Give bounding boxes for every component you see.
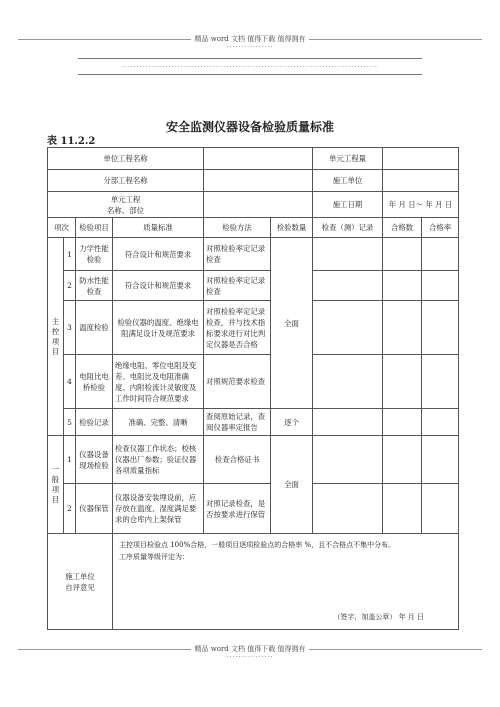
col-category: 项次: [48, 218, 76, 238]
pass-count-cell[interactable]: [383, 436, 422, 484]
general-group-label: 一 般 项 目: [48, 436, 64, 534]
document-title: 安全监测仪器设备检验质量标准: [165, 120, 334, 134]
col-standard: 质量标准: [113, 218, 204, 238]
pass-count-cell[interactable]: [383, 484, 422, 534]
check-method: 对照检验率定记录检查: [204, 271, 271, 301]
construction-unit-value[interactable]: [383, 170, 459, 192]
self-evaluation-row: [48, 534, 459, 630]
check-method: 对照规范要求检查: [204, 355, 271, 409]
construction-date-value[interactable]: 年 月 日～ 年 月 日: [383, 192, 459, 218]
row-number: 2: [64, 484, 76, 534]
unit-element-label: 单元工程量: [313, 148, 383, 170]
check-item: 防水性能检查: [76, 271, 113, 301]
main-quantity: 全面: [271, 238, 313, 409]
sub-project-label: 分部工程名称: [48, 170, 204, 192]
header-note: 精品 word 文档 值得下载 值得拥有: [18, 34, 482, 44]
row-number: 3: [64, 301, 76, 355]
quality-standard: 符合设计和规范要求: [113, 271, 204, 301]
sub-project-value[interactable]: [204, 170, 313, 192]
self-evaluation-text-1: 主控项目检验点 100%合格，一般项目逐项检验点的合格率 %，且不合格点不集中分布。: [119, 541, 396, 549]
self-evaluation-label: [48, 534, 113, 630]
pass-rate-cell[interactable]: [422, 484, 459, 534]
element-name-label-2: 名称、部位: [107, 205, 144, 215]
quality-standard: 准确、完整、清晰: [113, 409, 204, 436]
row-number: 5: [64, 409, 76, 436]
pass-count-cell[interactable]: [383, 238, 422, 271]
table-row: [48, 436, 459, 484]
row-number: 1: [64, 436, 76, 484]
col-method: 检验方法: [204, 218, 271, 238]
col-record: 检查（测）记录: [313, 218, 383, 238]
main-quantity-5: 逐个: [271, 409, 313, 436]
table-row: [48, 301, 459, 355]
column-header-row: [48, 218, 459, 238]
row-number: 2: [64, 271, 76, 301]
footer-note: 精品 word 文档 值得下载 值得拥有: [18, 644, 482, 654]
quality-standard: 检验仪器的温度、绝缘电阻满足设计及规范要求: [113, 301, 204, 355]
record-cell[interactable]: [313, 301, 383, 355]
col-pass-count: 合格数: [383, 218, 422, 238]
check-item: 仪器设备现场检验: [76, 436, 113, 484]
quality-standard-table: [47, 147, 459, 630]
record-cell[interactable]: [313, 355, 383, 409]
quality-standard: 符合设计和规范要求: [113, 238, 204, 271]
self-evaluation-content[interactable]: [113, 534, 459, 630]
table-row: [48, 271, 459, 301]
header-dots-wide: ························································································: [122, 64, 378, 71]
table-row: [48, 238, 459, 271]
header-dots: ················: [226, 44, 274, 51]
construction-unit-label: 施工单位: [313, 170, 383, 192]
self-evaluation-label-1: 施工单位: [65, 571, 95, 581]
record-cell[interactable]: [313, 238, 383, 271]
pass-rate-cell[interactable]: [422, 436, 459, 484]
self-evaluation-label-2: 自评意见: [65, 582, 95, 592]
pass-rate-cell[interactable]: [422, 355, 459, 409]
table-row: [48, 148, 459, 170]
check-method: 对照检验率定记录检查: [204, 238, 271, 271]
check-method: 对照检验率定记录检查，并与技术指标要求进行对比判定仪器是否合格: [204, 301, 271, 355]
pass-count-cell[interactable]: [383, 355, 422, 409]
check-method: 对照记录检查，是否按要求进行保管: [204, 484, 271, 534]
footer-dots: ················: [226, 654, 274, 661]
general-quantity: 全面: [271, 436, 313, 534]
pass-count-cell[interactable]: [383, 301, 422, 355]
main-control-group-label: 主 控 项 目: [48, 238, 64, 436]
element-name-label-1: 单元工程: [110, 194, 141, 204]
quality-standard: 仪器设备安装埋设前，应存放在温度、湿度满足要求的仓库内上架保管: [113, 484, 204, 534]
record-cell[interactable]: [313, 409, 383, 436]
construction-date-label: 施工日期: [313, 192, 383, 218]
check-item: 电阻比电桥检验: [76, 355, 113, 409]
col-item: 检验项目: [76, 218, 113, 238]
header-rule-3: [78, 74, 422, 75]
record-cell[interactable]: [313, 436, 383, 484]
table-row: [48, 409, 459, 436]
element-name-label: [48, 192, 204, 218]
table-row: [48, 355, 459, 409]
quality-standard: 检查仪器工作状态；校核仪器出厂参数；验证仪器各项质量指标: [113, 436, 204, 484]
pass-count-cell[interactable]: [383, 271, 422, 301]
check-method: 查阅原始记录，查阅仪器率定报告: [204, 409, 271, 436]
check-item: 仪器保管: [76, 484, 113, 534]
quality-standard: 绝缘电阻、零位电阻及变差、电阻比及电阻准确度、内附检流计灵敏度及工作时间符合规范要求: [113, 355, 204, 409]
table-row: [48, 170, 459, 192]
pass-rate-cell[interactable]: [422, 409, 459, 436]
row-number: 1: [64, 238, 76, 271]
row-number: 4: [64, 355, 76, 409]
pass-rate-cell[interactable]: [422, 271, 459, 301]
col-pass-rate: 合格率: [422, 218, 459, 238]
record-cell[interactable]: [313, 484, 383, 534]
pass-rate-cell[interactable]: [422, 238, 459, 271]
self-evaluation-text-2: 工序质量等级评定为：: [119, 553, 189, 561]
check-item: 温度检验: [76, 301, 113, 355]
pass-rate-cell[interactable]: [422, 301, 459, 355]
signature-line: （签字，加盖公章） 年 月 日: [333, 613, 425, 621]
check-item: 力学性能检验: [76, 238, 113, 271]
unit-element-value[interactable]: [383, 148, 459, 170]
unit-project-label: 单位工程名称: [48, 148, 204, 170]
check-method: 检查合格证书: [204, 436, 271, 484]
pass-count-cell[interactable]: [383, 409, 422, 436]
element-name-value[interactable]: [204, 192, 313, 218]
unit-project-value[interactable]: [204, 148, 313, 170]
col-quantity: 检验数量: [271, 218, 313, 238]
table-row: [48, 484, 459, 534]
header-rule-2: [78, 58, 422, 59]
record-cell[interactable]: [313, 271, 383, 301]
check-item: 检验记录: [76, 409, 113, 436]
table-row: [48, 192, 459, 218]
table-number: 表 11.2.2: [47, 136, 96, 147]
